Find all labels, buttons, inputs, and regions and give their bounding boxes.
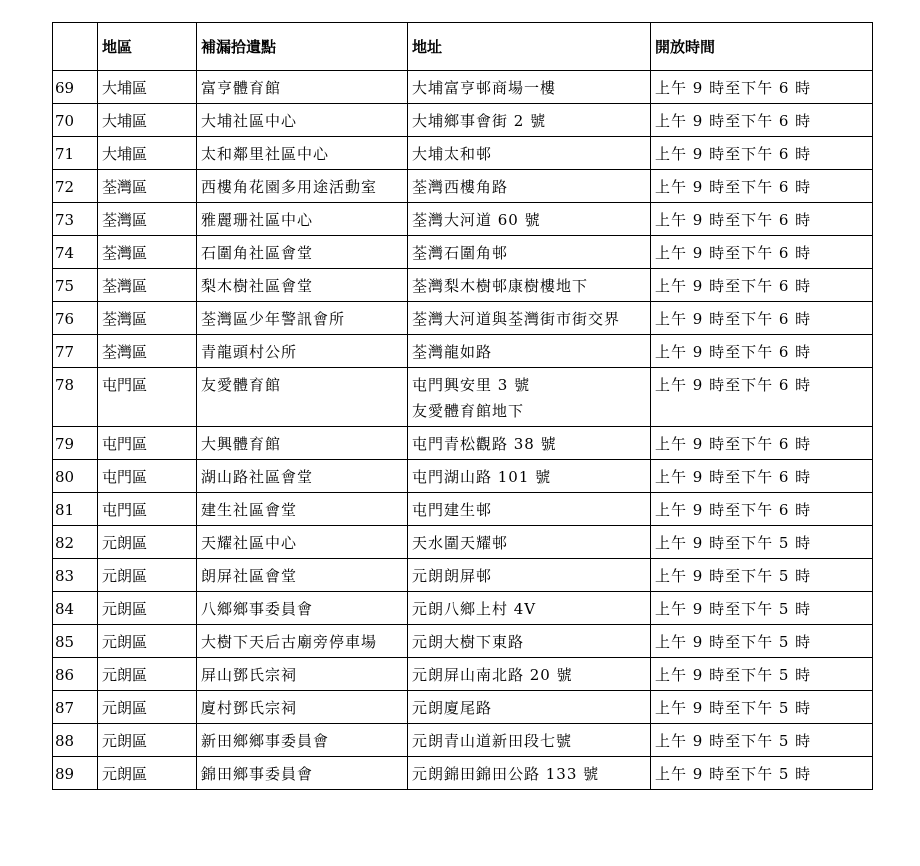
collection-point-cell: 錦田鄉事委員會 — [197, 757, 408, 790]
collection-point-cell: 湖山路社區會堂 — [197, 460, 408, 493]
opening-hours-cell: 上午 9 時至下午 6 時 — [651, 368, 873, 427]
district-cell: 屯門區 — [98, 427, 197, 460]
district-cell: 屯門區 — [98, 460, 197, 493]
opening-hours-cell: 上午 9 時至下午 6 時 — [651, 302, 873, 335]
address-cell: 元朗八鄉上村 4V — [408, 592, 651, 625]
address-cell: 元朗青山道新田段七號 — [408, 724, 651, 757]
address-cell: 大埔太和邨 — [408, 137, 651, 170]
district-cell: 荃灣區 — [98, 302, 197, 335]
district-cell: 屯門區 — [98, 368, 197, 427]
collection-point-cell: 朗屏社區會堂 — [197, 559, 408, 592]
district-cell: 元朗區 — [98, 592, 197, 625]
row-number: 74 — [53, 236, 98, 269]
opening-hours-cell: 上午 9 時至下午 6 時 — [651, 71, 873, 104]
opening-hours-cell: 上午 9 時至下午 6 時 — [651, 203, 873, 236]
row-number: 86 — [53, 658, 98, 691]
opening-hours-cell: 上午 9 時至下午 5 時 — [651, 757, 873, 790]
row-number: 69 — [53, 71, 98, 104]
collection-point-cell: 荃灣區少年警訊會所 — [197, 302, 408, 335]
opening-hours-cell: 上午 9 時至下午 6 時 — [651, 427, 873, 460]
table-row — [53, 335, 873, 368]
collection-point-cell: 西樓角花園多用途活動室 — [197, 170, 408, 203]
header-address: 地址 — [408, 23, 651, 71]
address-cell: 大埔鄉事會街 2 號 — [408, 104, 651, 137]
table-body — [53, 71, 873, 790]
collection-points-table — [52, 22, 873, 790]
table-row — [53, 625, 873, 658]
opening-hours-cell: 上午 9 時至下午 5 時 — [651, 592, 873, 625]
collection-point-cell: 大埔社區中心 — [197, 104, 408, 137]
opening-hours-cell: 上午 9 時至下午 5 時 — [651, 526, 873, 559]
row-number: 87 — [53, 691, 98, 724]
opening-hours-cell: 上午 9 時至下午 5 時 — [651, 625, 873, 658]
table-row — [53, 460, 873, 493]
district-cell: 荃灣區 — [98, 335, 197, 368]
collection-point-cell: 友愛體育館 — [197, 368, 408, 427]
table-row — [53, 658, 873, 691]
table-row — [53, 236, 873, 269]
table-row — [53, 592, 873, 625]
table-row — [53, 71, 873, 104]
table-row — [53, 170, 873, 203]
district-cell: 荃灣區 — [98, 269, 197, 302]
collection-point-cell: 太和鄰里社區中心 — [197, 137, 408, 170]
district-cell: 大埔區 — [98, 71, 197, 104]
address-cell: 元朗屏山南北路 20 號 — [408, 658, 651, 691]
address-cell: 元朗廈尾路 — [408, 691, 651, 724]
header-district: 地區 — [98, 23, 197, 71]
district-cell: 元朗區 — [98, 559, 197, 592]
row-number: 84 — [53, 592, 98, 625]
district-cell: 大埔區 — [98, 137, 197, 170]
address-cell: 荃灣石圍角邨 — [408, 236, 651, 269]
row-number: 75 — [53, 269, 98, 302]
row-number: 78 — [53, 368, 98, 427]
address-cell: 元朗大樹下東路 — [408, 625, 651, 658]
opening-hours-cell: 上午 9 時至下午 6 時 — [651, 335, 873, 368]
district-cell: 大埔區 — [98, 104, 197, 137]
row-number: 79 — [53, 427, 98, 460]
table-row — [53, 427, 873, 460]
row-number: 71 — [53, 137, 98, 170]
address-cell: 荃灣大河道 60 號 — [408, 203, 651, 236]
table-row — [53, 724, 873, 757]
collection-point-cell: 屏山鄧氏宗祠 — [197, 658, 408, 691]
collection-point-cell: 梨木樹社區會堂 — [197, 269, 408, 302]
district-cell: 元朗區 — [98, 757, 197, 790]
opening-hours-cell: 上午 9 時至下午 5 時 — [651, 658, 873, 691]
row-number: 88 — [53, 724, 98, 757]
district-cell: 元朗區 — [98, 658, 197, 691]
district-cell: 元朗區 — [98, 691, 197, 724]
header-collection-point: 補漏拾遺點 — [197, 23, 408, 71]
address-cell: 荃灣梨木樹邨康樹樓地下 — [408, 269, 651, 302]
row-number: 72 — [53, 170, 98, 203]
opening-hours-cell: 上午 9 時至下午 6 時 — [651, 137, 873, 170]
opening-hours-cell: 上午 9 時至下午 6 時 — [651, 269, 873, 302]
row-number: 70 — [53, 104, 98, 137]
row-number: 89 — [53, 757, 98, 790]
table-row — [53, 302, 873, 335]
collection-point-cell: 青龍頭村公所 — [197, 335, 408, 368]
table-row — [53, 203, 873, 236]
opening-hours-cell: 上午 9 時至下午 6 時 — [651, 104, 873, 137]
table-row — [53, 493, 873, 526]
table-row — [53, 526, 873, 559]
opening-hours-cell: 上午 9 時至下午 5 時 — [651, 691, 873, 724]
address-cell: 大埔富亨邨商場一樓 — [408, 71, 651, 104]
header-opening-hours: 開放時間 — [651, 23, 873, 71]
row-number: 81 — [53, 493, 98, 526]
collection-point-cell: 天耀社區中心 — [197, 526, 408, 559]
table-row — [53, 559, 873, 592]
row-number: 76 — [53, 302, 98, 335]
address-cell: 荃灣龍如路 — [408, 335, 651, 368]
address-cell: 屯門興安里 3 號 友愛體育館地下 — [408, 368, 651, 427]
collection-point-cell: 八鄉鄉事委員會 — [197, 592, 408, 625]
row-number: 73 — [53, 203, 98, 236]
collection-point-cell: 新田鄉鄉事委員會 — [197, 724, 408, 757]
district-cell: 元朗區 — [98, 526, 197, 559]
address-cell: 天水圍天耀邨 — [408, 526, 651, 559]
opening-hours-cell: 上午 9 時至下午 6 時 — [651, 170, 873, 203]
address-cell: 荃灣大河道與荃灣街市街交界 — [408, 302, 651, 335]
opening-hours-cell: 上午 9 時至下午 6 時 — [651, 493, 873, 526]
collection-point-cell: 建生社區會堂 — [197, 493, 408, 526]
row-number: 80 — [53, 460, 98, 493]
collection-point-cell: 大樹下天后古廟旁停車場 — [197, 625, 408, 658]
collection-point-cell: 富亨體育館 — [197, 71, 408, 104]
address-cell: 屯門建生邨 — [408, 493, 651, 526]
collection-point-cell: 大興體育館 — [197, 427, 408, 460]
row-number: 82 — [53, 526, 98, 559]
table-row — [53, 368, 873, 427]
district-cell: 荃灣區 — [98, 170, 197, 203]
table-row — [53, 691, 873, 724]
table-row — [53, 137, 873, 170]
header-number — [53, 23, 98, 71]
district-cell: 荃灣區 — [98, 236, 197, 269]
table-row — [53, 269, 873, 302]
address-cell: 元朗朗屏邨 — [408, 559, 651, 592]
district-cell: 元朗區 — [98, 724, 197, 757]
district-cell: 元朗區 — [98, 625, 197, 658]
address-cell: 荃灣西樓角路 — [408, 170, 651, 203]
collection-point-cell: 廈村鄧氏宗祠 — [197, 691, 408, 724]
address-cell: 屯門青松觀路 38 號 — [408, 427, 651, 460]
opening-hours-cell: 上午 9 時至下午 5 時 — [651, 559, 873, 592]
row-number: 77 — [53, 335, 98, 368]
opening-hours-cell: 上午 9 時至下午 5 時 — [651, 724, 873, 757]
table-row — [53, 104, 873, 137]
district-cell: 荃灣區 — [98, 203, 197, 236]
opening-hours-cell: 上午 9 時至下午 6 時 — [651, 460, 873, 493]
opening-hours-cell: 上午 9 時至下午 6 時 — [651, 236, 873, 269]
row-number: 83 — [53, 559, 98, 592]
district-cell: 屯門區 — [98, 493, 197, 526]
table-header-row — [53, 23, 873, 71]
address-cell: 元朗錦田錦田公路 133 號 — [408, 757, 651, 790]
address-cell: 屯門湖山路 101 號 — [408, 460, 651, 493]
table-row — [53, 757, 873, 790]
row-number: 85 — [53, 625, 98, 658]
collection-point-cell: 雅麗珊社區中心 — [197, 203, 408, 236]
collection-point-cell: 石圍角社區會堂 — [197, 236, 408, 269]
